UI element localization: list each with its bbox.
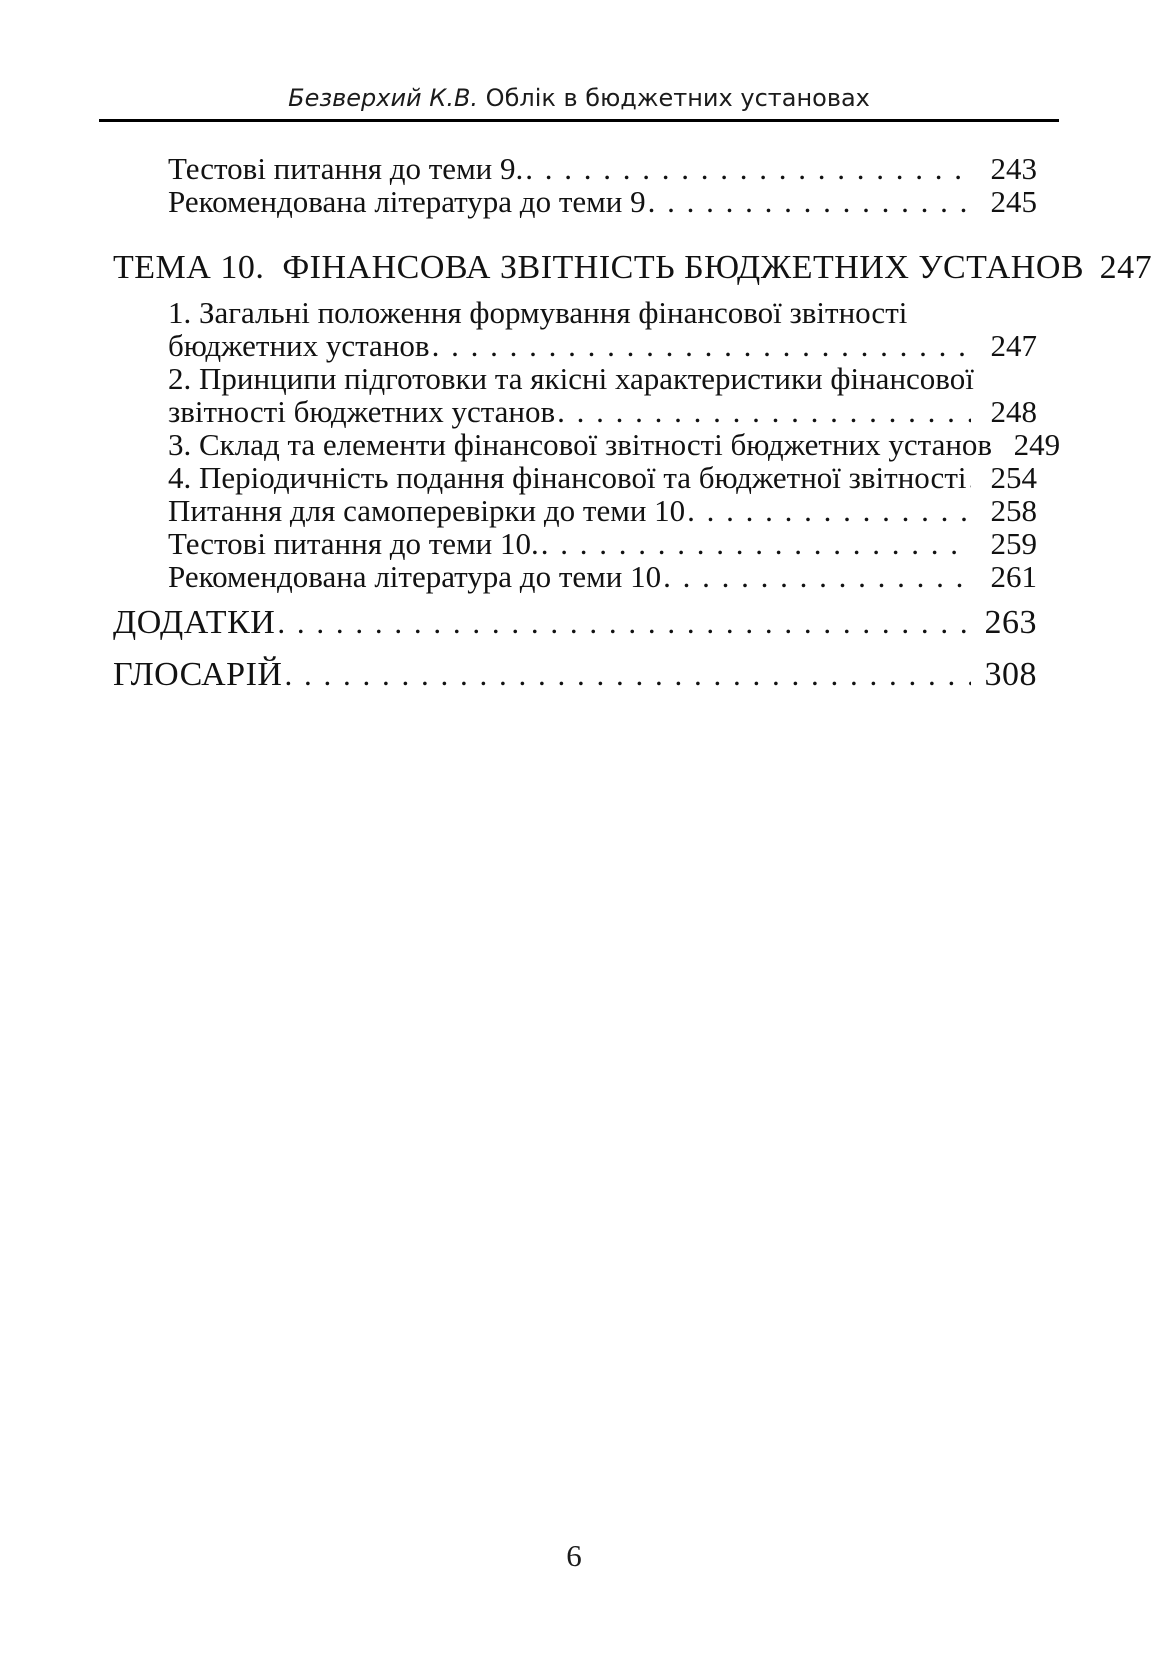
toc-entry-title: 2. Принципи підготовки та якісні характеристики фінансової — [168, 361, 974, 396]
dot-leader — [687, 494, 971, 527]
toc-entry-page: 254 — [990, 460, 1037, 495]
toc-entry-continuation — [113, 395, 1037, 428]
toc-entry — [113, 560, 1037, 593]
toc-entry-title: Питання для самоперевірки до теми 10 — [168, 493, 686, 528]
toc-entry-continuation — [113, 329, 1037, 362]
dot-leader — [968, 461, 971, 494]
toc-entry-page: 247 — [1099, 249, 1153, 286]
dot-leader — [663, 560, 971, 593]
toc-entry-title: звітності бюджетних установ — [168, 394, 556, 429]
toc-entry — [113, 152, 1037, 185]
toc-entry — [113, 461, 1037, 494]
toc-entry — [113, 494, 1037, 527]
dot-leader — [541, 527, 971, 560]
toc-entry-title: ДОДАТКИ — [113, 604, 276, 641]
toc-entry-page: 263 — [984, 604, 1037, 641]
toc-entry-page: 245 — [990, 184, 1037, 219]
toc-entry-page: 261 — [990, 559, 1037, 594]
toc-entry — [113, 185, 1037, 218]
toc-entry-page: 249 — [1013, 427, 1061, 462]
toc-entry-page: 247 — [990, 328, 1037, 363]
toc-entry — [113, 296, 1037, 329]
dot-leader — [432, 329, 971, 362]
running-head-author: Безверхий К.В. — [288, 84, 479, 112]
toc-entry-title: Тестові питання до теми 10. — [168, 526, 539, 561]
toc-entry-page: 248 — [990, 394, 1037, 429]
toc-entry — [113, 362, 1037, 395]
toc-entry-page: 258 — [990, 493, 1037, 528]
dot-leader — [648, 185, 971, 218]
header-rule — [99, 119, 1059, 122]
toc-entry-title: ГЛОСАРІЙ — [113, 656, 283, 693]
toc-theme-heading — [113, 248, 1153, 288]
toc-entry-page: 308 — [984, 656, 1037, 693]
toc-entry-title: бюджетних установ — [168, 328, 430, 363]
running-head — [0, 84, 1158, 112]
toc-entry-page: 243 — [990, 151, 1037, 186]
toc-entry — [113, 527, 1037, 560]
toc-entry-title: ТЕМА 10. ФІНАНСОВА ЗВІТНІСТЬ БЮДЖЕТНИХ УСТАНОВ — [113, 249, 1085, 286]
toc-entry-title: 1. Загальні положення формування фінансової звітності — [168, 295, 908, 330]
toc-entry-title: 3. Склад та елементи фінансової звітності бюджетних установ — [168, 427, 993, 462]
dot-leader — [284, 655, 971, 695]
dot-leader — [557, 395, 971, 428]
toc-entry-title: Рекомендована література до теми 10 — [168, 559, 662, 594]
toc-entry-title: Рекомендована література до теми 9 — [168, 184, 646, 219]
dot-leader — [525, 152, 971, 185]
toc-entry — [113, 427, 1061, 462]
toc-entry-page: 259 — [990, 526, 1037, 561]
toc-glossary-entry — [113, 655, 1037, 695]
toc-appendix-entry — [113, 603, 1037, 643]
page-number: 6 — [566, 1538, 582, 1573]
dot-leader — [277, 603, 971, 643]
running-head-book-title: Облік в бюджетних установах — [478, 84, 870, 112]
table-of-contents — [113, 151, 1153, 695]
toc-entry-title: Тестові питання до теми 9. — [168, 151, 524, 186]
toc-entry-title: 4. Періодичність подання фінансової та бюджетної звітності — [168, 460, 967, 495]
